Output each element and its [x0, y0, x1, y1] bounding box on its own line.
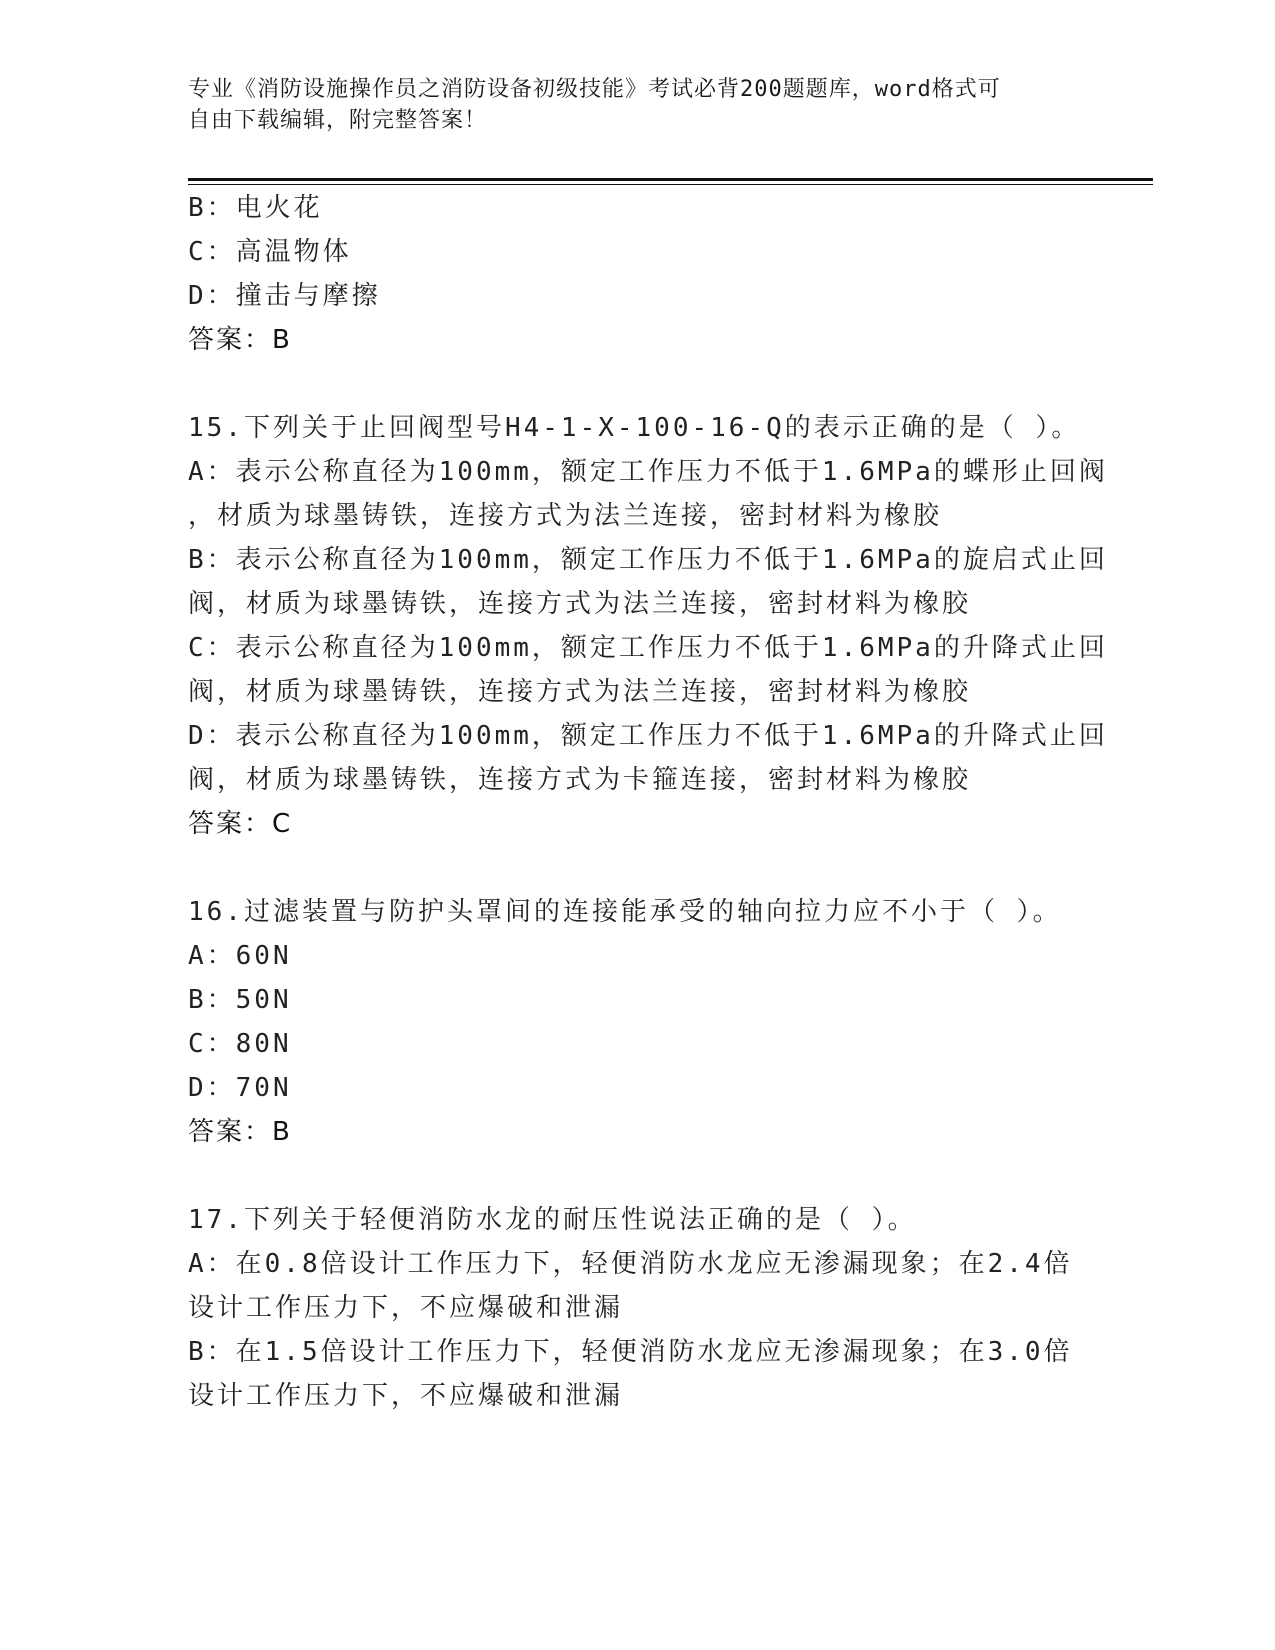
q15-option-d-line2: 阀，材质为球墨铸铁，连接方式为卡箍连接，密封材料为橡胶	[188, 765, 972, 795]
q16-question: 16.过滤装置与防护头罩间的连接能承受的轴向拉力应不小于（ ）。	[188, 897, 1062, 927]
header-divider-thick	[188, 178, 1153, 181]
q14-option-b: B：电火花	[188, 193, 323, 223]
q17-option-a-line1: A：在0.8倍设计工作压力下，轻便消防水龙应无渗漏现象；在2.4倍	[188, 1249, 1073, 1279]
q15-answer: 答案：C	[188, 809, 293, 839]
q14-answer: 答案：B	[188, 325, 292, 355]
q15-option-b-line2: 阀，材质为球墨铸铁，连接方式为法兰连接，密封材料为橡胶	[188, 589, 972, 619]
header-divider-thin	[188, 184, 1153, 185]
q15-option-a-line1: A：表示公称直径为100mm，额定工作压力不低于1.6MPa的蝶形止回阀	[188, 457, 1108, 487]
q15-option-c-line2: 阀，材质为球墨铸铁，连接方式为法兰连接，密封材料为橡胶	[188, 677, 972, 707]
q15-option-a-line2: ，材质为球墨铸铁，连接方式为法兰连接，密封材料为橡胶	[188, 501, 943, 531]
q14-option-c: C：高温物体	[188, 237, 352, 267]
q17-question: 17.下列关于轻便消防水龙的耐压性说法正确的是（ ）。	[188, 1205, 917, 1235]
q16-option-b: B：50N	[188, 985, 292, 1015]
q15-option-b-line1: B：表示公称直径为100mm，额定工作压力不低于1.6MPa的旋启式止回	[188, 545, 1108, 575]
header-line-1: 专业《消防设施操作员之消防设备初级技能》考试必背200题题库，word格式可	[188, 77, 1001, 102]
document-header	[188, 74, 1088, 136]
q17-option-b-line2: 设计工作压力下，不应爆破和泄漏	[188, 1381, 624, 1411]
q16-option-a: A：60N	[188, 941, 292, 971]
q15-option-c-line1: C：表示公称直径为100mm，额定工作压力不低于1.6MPa的升降式止回	[188, 633, 1108, 663]
q16-option-d: D：70N	[188, 1073, 292, 1103]
q15-option-d-line1: D：表示公称直径为100mm，额定工作压力不低于1.6MPa的升降式止回	[188, 721, 1108, 751]
q15-question: 15.下列关于止回阀型号H4-1-X-100-16-Q的表示正确的是（ ）。	[188, 413, 1081, 443]
q16-option-c: C：80N	[188, 1029, 292, 1059]
q17-option-b-line1: B：在1.5倍设计工作压力下，轻便消防水龙应无渗漏现象；在3.0倍	[188, 1337, 1073, 1367]
q14-option-d: D：撞击与摩擦	[188, 281, 381, 311]
header-line-2: 自由下载编辑，附完整答案！	[188, 108, 488, 133]
q17-option-a-line2: 设计工作压力下，不应爆破和泄漏	[188, 1293, 624, 1323]
q16-answer: 答案：B	[188, 1117, 292, 1147]
